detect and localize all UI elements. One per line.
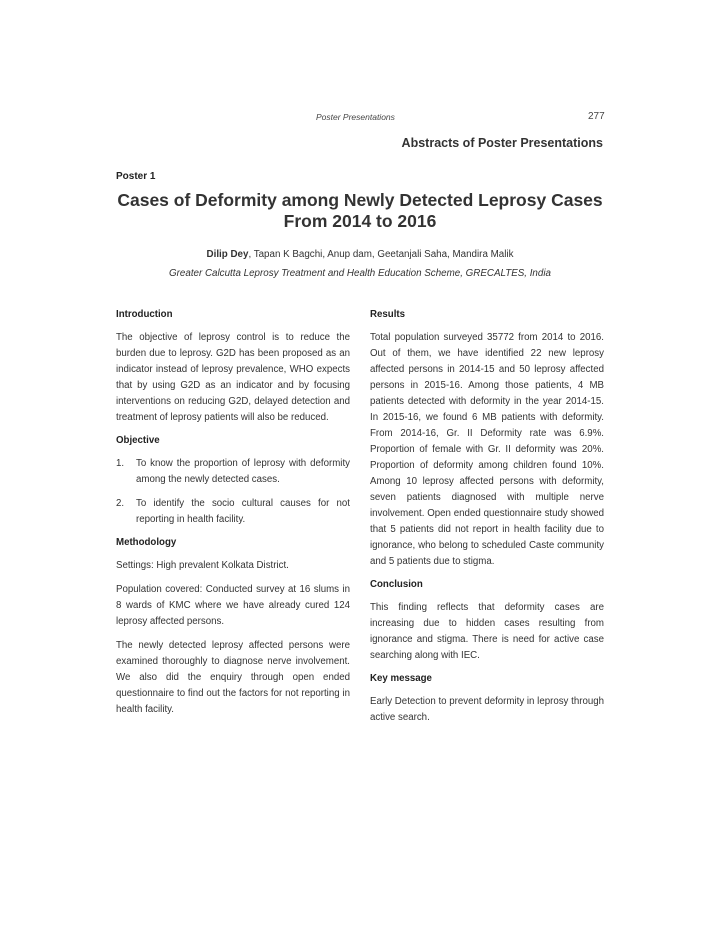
introduction-heading: Introduction	[116, 309, 173, 320]
list-number: 1.	[116, 458, 125, 469]
list-text: To know the proportion of leprosy with deformity among the newly detected cases.	[136, 458, 350, 485]
introduction-text: The objective of leprosy control is to reduce the burden due to leprosy. G2D has been proposed as an indicator instead of leprosy prevalence, WHO expects that by using G2D as an indicator and by focusing interventions on reducing G2D, delayed detection and treatment of leprosy patients will also be reduced.	[116, 332, 350, 423]
results-heading: Results	[370, 309, 405, 320]
list-item	[116, 456, 350, 488]
objective-list	[116, 456, 350, 528]
lead-author: Dilip Dey	[206, 249, 249, 260]
list-item	[116, 496, 350, 528]
left-column	[116, 308, 350, 726]
affiliation: Greater Calcutta Leprosy Treatment and Health Education Scheme, GRECALTES, India	[169, 268, 551, 279]
methodology-examination: The newly detected leprosy affected persons were examined thoroughly to diagnose nerve involvement. We also did the enquiry through open ended questionnaire to find out the factors for not reporting in health facility.	[116, 640, 350, 715]
conclusion-text: This finding reflects that deformity cases are increasing due to hidden cases resulting from ignorance and stigma. There is need for active case searching along with IEC.	[370, 602, 604, 661]
list-number: 2.	[116, 498, 125, 509]
poster-label: Poster 1	[116, 171, 156, 182]
methodology-heading: Methodology	[116, 537, 177, 548]
poster-title: Cases of Deformity among Newly Detected Leprosy Cases From 2014 to 2016	[117, 190, 603, 231]
conclusion-heading: Conclusion	[370, 579, 423, 590]
key-message-heading: Key message	[370, 673, 432, 684]
key-message-text: Early Detection to prevent deformity in leprosy through active search.	[370, 696, 604, 723]
author-list	[100, 249, 620, 260]
page-number: 277	[588, 111, 605, 122]
section-title: Abstracts of Poster Presentations	[401, 136, 603, 150]
running-title: Poster Presentations	[316, 112, 395, 122]
right-column	[370, 308, 604, 734]
results-text: Total population surveyed 35772 from 2014 to 2016. Out of them, we have identified 22 new leprosy affected persons in 2014-15 and 50 leprosy affected persons in 2015-16. Among those patients, 4 MB patients detected with deformity in the year 2014-15. In 2015-16, we found 6 MB patients with deformity. From 2014-16, Gr. II Deformity rate was 6.9%. Proportion of female with Gr. II deformity was 20%. Proportion of deformity among children found 10%. Among 10 leprosy affected persons with deformity, seven patients diagnosed with multiple nerve involvement. Open ended questionnaire study showed that 5 patients did not report in health facility due to ignorance, who belong to scheduled Caste community and 5 patients due to stigma.	[370, 332, 604, 567]
list-text: To identify the socio cultural causes for not reporting in health facility.	[136, 498, 350, 525]
coauthors: , Tapan K Bagchi, Anup dam, Geetanjali Saha, Mandira Malik	[248, 249, 514, 260]
methodology-population: Population covered: Conducted survey at 16 slums in 8 wards of KMC where we have already cured 124 leprosy affected persons.	[116, 584, 350, 627]
methodology-settings: Settings: High prevalent Kolkata District.	[116, 560, 289, 571]
objective-heading: Objective	[116, 435, 160, 446]
